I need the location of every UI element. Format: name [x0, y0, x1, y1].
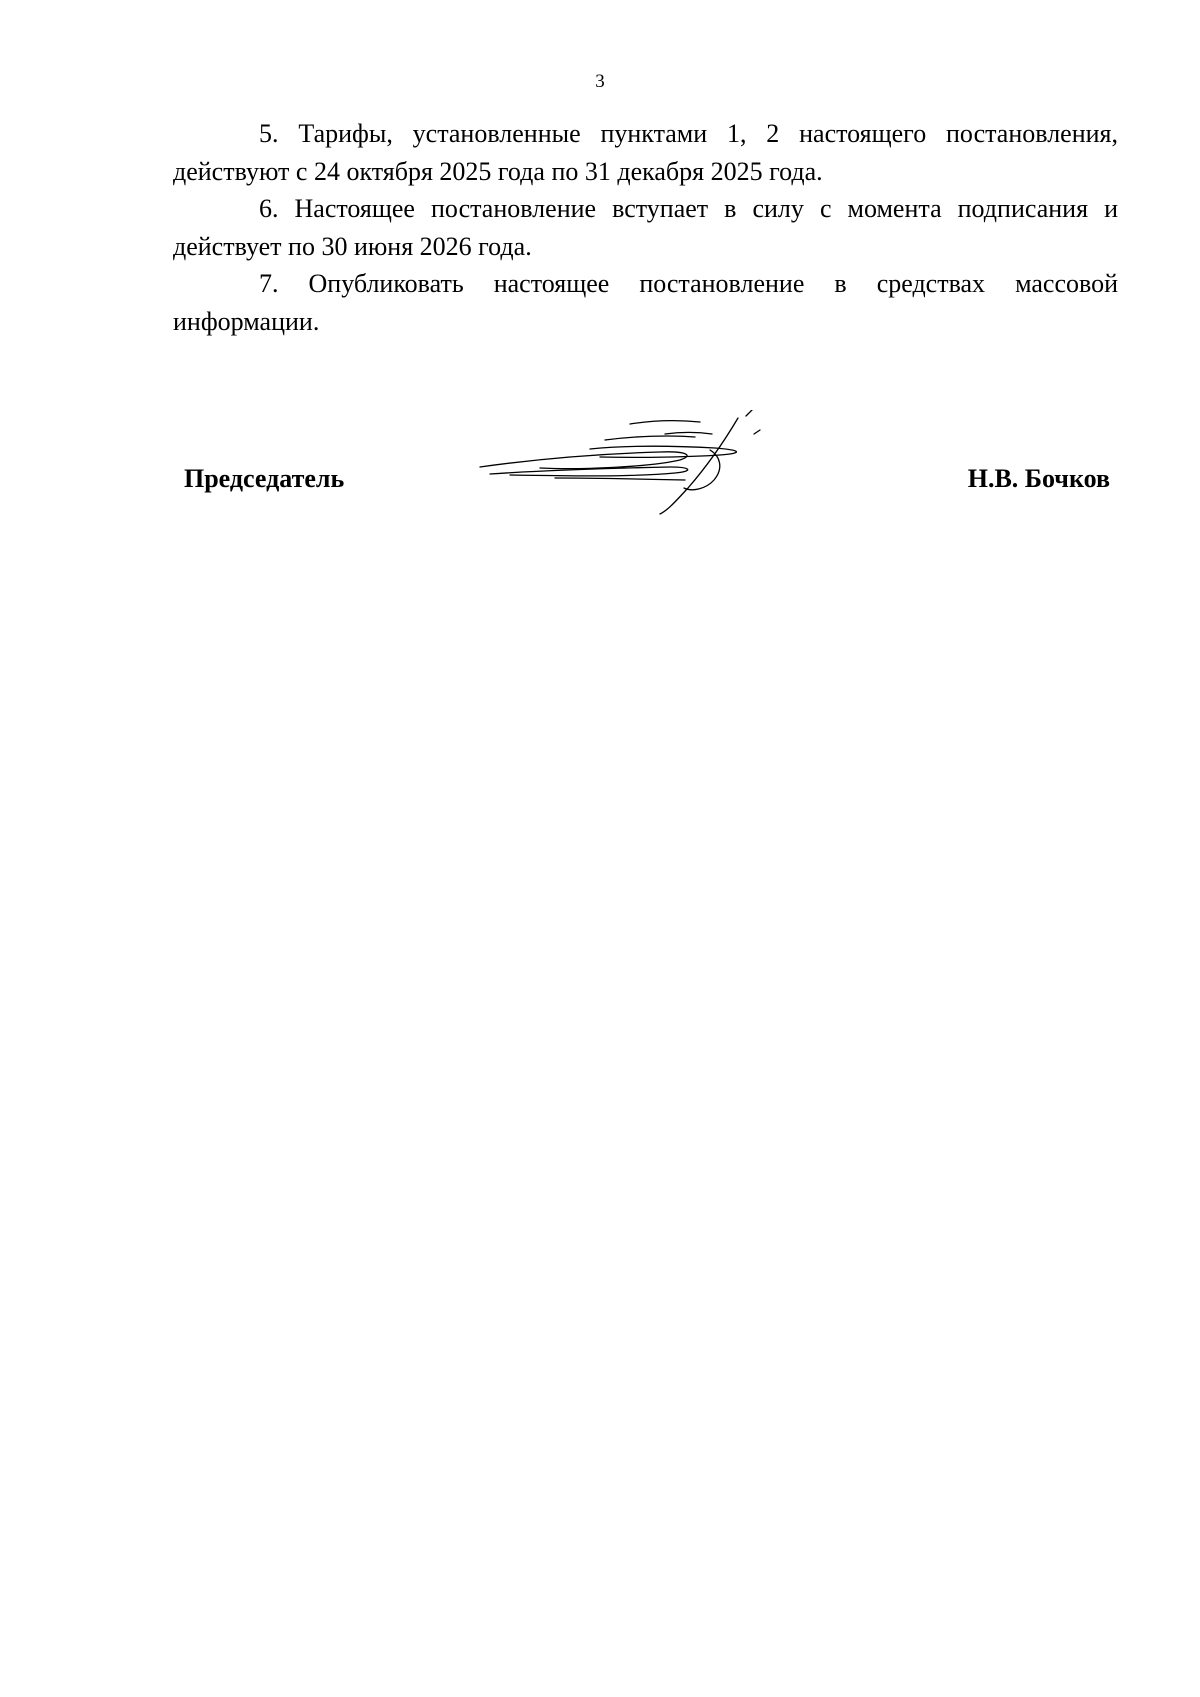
signature-block — [184, 462, 1110, 496]
paragraph-item-7: 7. Опубликовать настоящее постановление в средствах массовой информации. — [173, 269, 1118, 336]
page-number: 3 — [595, 71, 605, 92]
signatory-name: Н.В. Бочков — [967, 464, 1110, 493]
document-body — [173, 115, 1118, 340]
signatory-position: Председатель — [184, 464, 345, 493]
paragraph-item-6: 6. Настоящее постановление вступает в силу с момента подписания и действует по 30 июня 2026 года. — [173, 194, 1118, 261]
paragraph-item-5: 5. Тарифы, установленные пунктами 1, 2 настоящего постановления, действуют с 24 октября 2025 года по 31 декабря 2025 года. — [173, 119, 1118, 186]
